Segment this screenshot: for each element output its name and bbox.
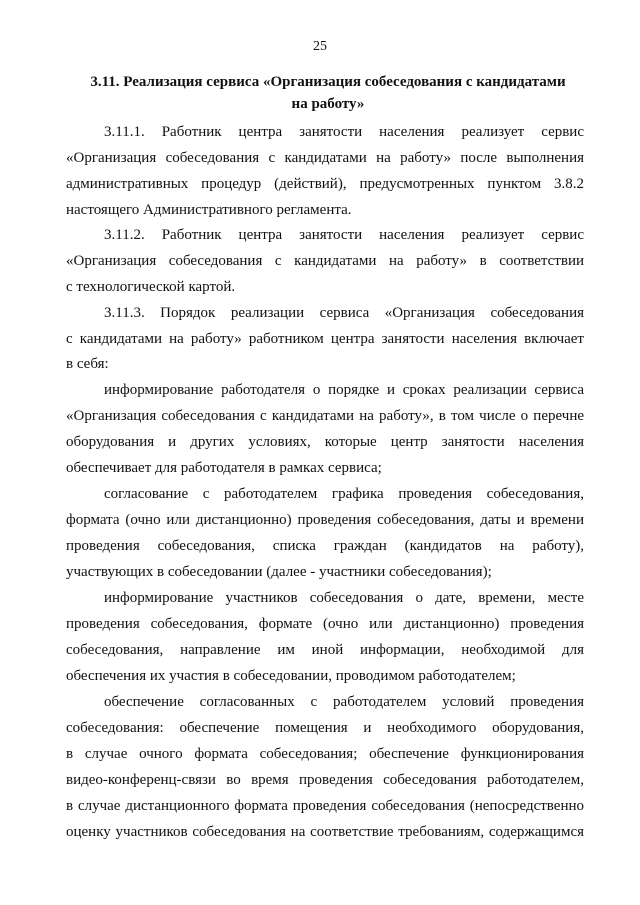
text-line: обеспечения их участия в собеседовании, проводимом работодателем; [66, 668, 516, 684]
text-line: 3.11.3. Порядок реализации сервиса «Организация собеседования [104, 305, 584, 321]
text-line: информирование участников собеседования о дате, времени, месте [104, 590, 584, 606]
text-line: проведения собеседования, формате (очно или дистанционно) проведения [66, 616, 584, 632]
text-line: с технологической картой. [66, 279, 236, 295]
text-line: обеспечивает для работодателя в рамках сервиса; [66, 460, 382, 476]
text-line: собеседования, направление им иной информации, необходимой для [66, 642, 584, 658]
text-line: собеседования: обеспечение помещения и необходимого оборудования, [66, 720, 584, 736]
text-line: «Организация собеседования с кандидатами на работу» в соответствии [66, 253, 584, 269]
text-line: с кандидатами на работу» работником центра занятости населения включает [66, 331, 584, 347]
text-line: в себя: [66, 356, 109, 372]
text-line: участвующих в собеседовании (далее - участники собеседования); [66, 564, 492, 580]
text-line: согласование с работодателем графика проведения собеседования, [104, 486, 584, 502]
text-line: формата (очно или дистанционно) проведения собеседования, даты и времени [66, 512, 584, 528]
text-line: «Организация собеседования с кандидатами на работу» после выполнения [66, 150, 584, 166]
text-line: настоящего Административного регламента. [66, 202, 352, 218]
page-number: 25 [313, 39, 327, 54]
text-line: проведения собеседования, списка граждан (кандидатов на работу), [66, 538, 584, 554]
text-line: видео-конференц-связи во время проведения собеседования работодателем, [66, 772, 584, 788]
text-line: оборудования и других условиях, которые центр занятости населения [66, 434, 584, 450]
text-line: обеспечение согласованных с работодателем условий проведения [104, 694, 584, 710]
text-line: административных процедур (действий), предусмотренных пунктом 3.8.2 [66, 176, 584, 192]
text-line: 3.11.2. Работник центра занятости населения реализует сервис [104, 227, 584, 243]
text-line: 3.11.1. Работник центра занятости населения реализует сервис [104, 124, 584, 140]
text-line: информирование работодателя о порядке и сроках реализации сервиса [104, 382, 584, 398]
text-line: «Организация собеседования с кандидатами на работу», в том числе о перечне [66, 408, 584, 424]
text-line: в случае очного формата собеседования; обеспечение функционирования [66, 746, 584, 762]
text-line: в случае дистанционного формата проведения собеседования (непосредственно [66, 798, 584, 814]
section-heading: 3.11. Реализация сервиса «Организация собеседования с кандидатами на работу» [90, 74, 566, 112]
text-line: оценку участников собеседования на соответствие требованиям, содержащимся [66, 824, 584, 840]
